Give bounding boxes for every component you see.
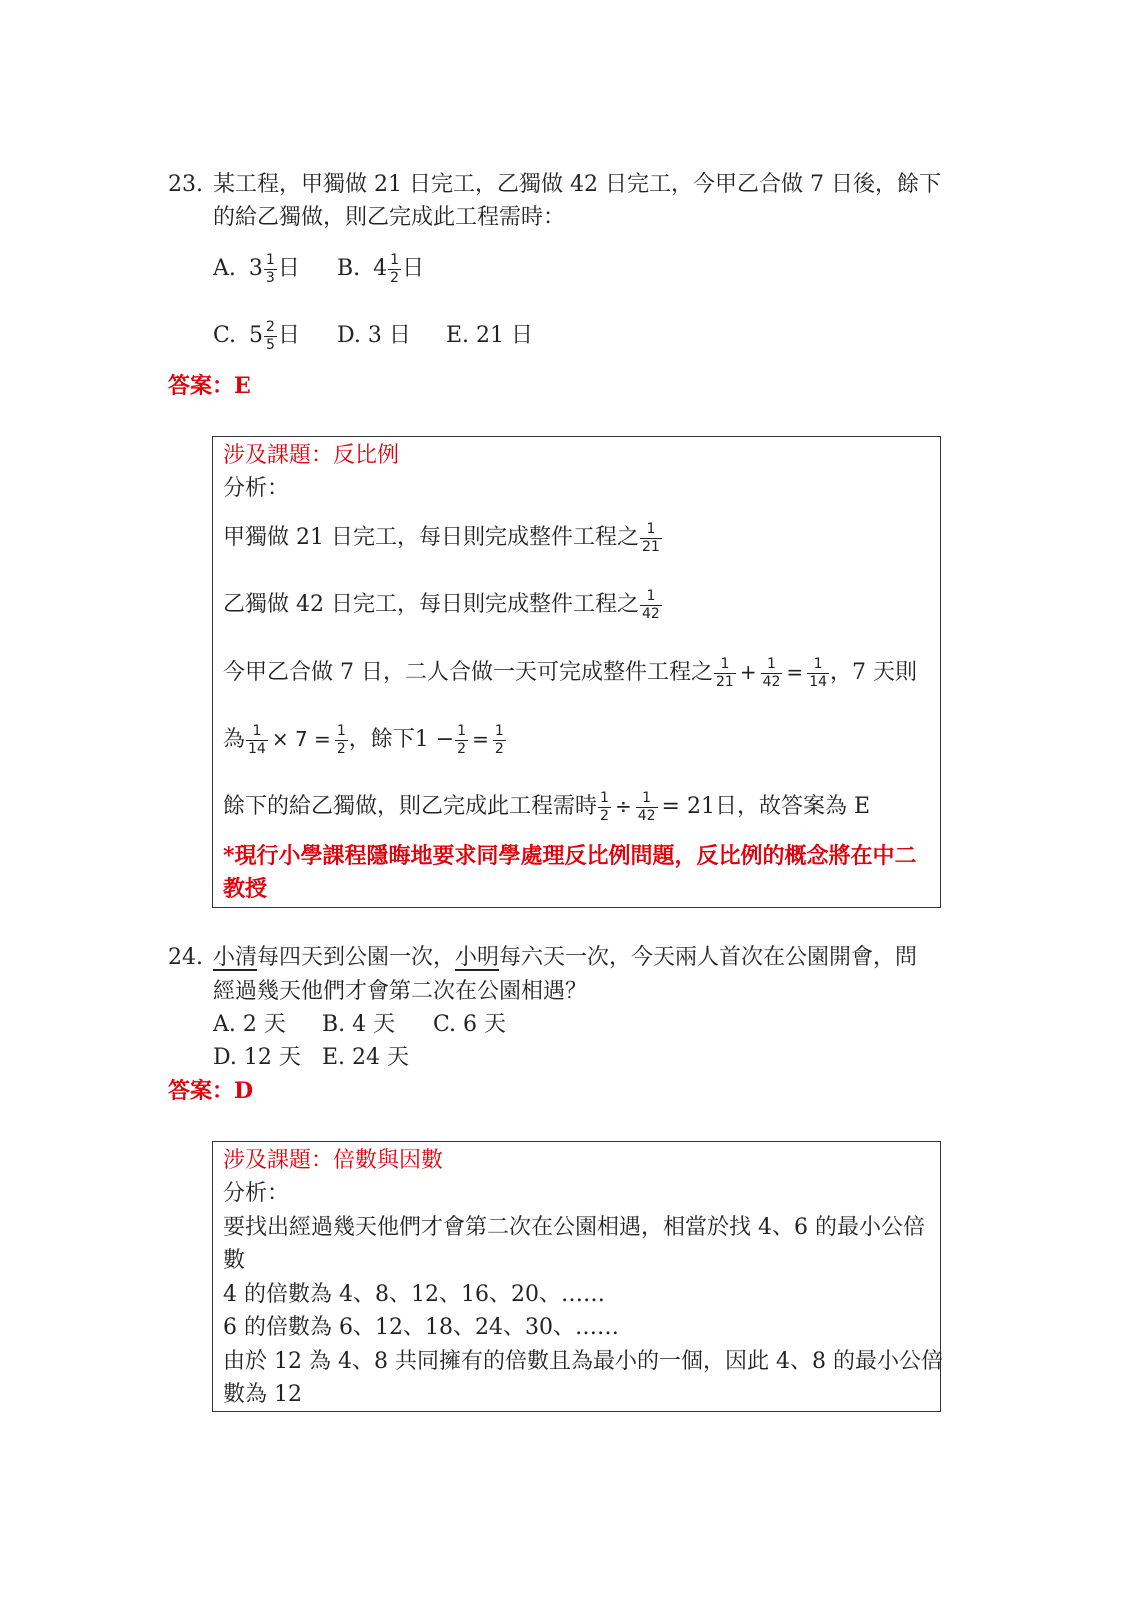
fraction: $\frac{1}{2}$ xyxy=(336,723,346,757)
q24-stem-line1: 小清每四天到公園一次，小明每六天一次，今天兩人首次在公園開會，問 xyxy=(213,945,918,970)
q24-option-c: C. 6 天 xyxy=(433,1012,507,1037)
q24-analysis-line6: 數為 12 xyxy=(223,1382,302,1407)
q24-number: 24. xyxy=(168,945,203,970)
q23-analysis-line3: 今甲乙合做 7 日，二人合做一天可完成整件工程之 $\frac{1}{21}$ + $\frac{1}{42}$ = $\frac{1}{14}$ ，7 天則 xyxy=(223,656,918,690)
q23-analysis-heading: 分析： xyxy=(223,476,290,501)
fraction: $\frac{1}{42}$ xyxy=(637,790,656,824)
q24-option-d: D. 12 天 xyxy=(213,1045,301,1070)
fraction: $\frac{1}{2}$ xyxy=(390,252,400,286)
q23-option-c: C. 5 $\frac{2}{5}$ 日 xyxy=(213,319,300,353)
q24-analysis-line1: 要找出經過幾天他們才會第二次在公園相遇，相當於找 4、6 的最小公倍 xyxy=(223,1215,925,1240)
q24-option-e: E. 24 天 xyxy=(322,1045,410,1070)
q23-answer: 答案：E xyxy=(168,373,251,399)
fraction: $\frac{1}{14}$ xyxy=(809,656,828,690)
q23-analysis-box xyxy=(212,436,941,908)
fraction: $\frac{1}{3}$ xyxy=(265,252,275,286)
q23-note-line2: 教授 xyxy=(223,876,268,902)
person-name: 小清 xyxy=(213,945,258,970)
q24-analysis-line3: 4 的倍數為 4、8、12、16、20、…… xyxy=(223,1282,605,1307)
q24-option-b: B. 4 天 xyxy=(322,1012,396,1037)
q24-analysis-heading: 分析： xyxy=(223,1181,290,1206)
fraction: $\frac{1}{2}$ xyxy=(600,790,609,824)
q23-analysis-line5: 餘下的給乙獨做，則乙完成此工程需時 $\frac{1}{2}$ ÷ $\frac{1}{42}$ = 21日，故答案為 E xyxy=(223,790,871,824)
fraction: $\frac{1}{42}$ xyxy=(762,656,781,690)
q24-stem-line2: 經過幾天他們才會第二次在公園相遇？ xyxy=(213,979,588,1004)
fraction: $\frac{1}{21}$ xyxy=(716,656,734,690)
q23-analysis-line1: 甲獨做 21 日完工，每日則完成整件工程之 $\frac{1}{21}$ xyxy=(223,521,660,555)
fraction: $\frac{1}{42}$ xyxy=(641,588,660,622)
q23-number: 23. xyxy=(168,172,203,197)
q23-stem-line1: 某工程，甲獨做 21 日完工，乙獨做 42 日完工，今甲乙合做 7 日後，餘下 xyxy=(213,172,941,197)
q23-option-a: A. 3 $\frac{1}{3}$ 日 xyxy=(213,252,300,286)
q23-option-b: B. 4 $\frac{1}{2}$ 日 xyxy=(337,252,425,286)
q23-topic: 涉及課題：反比例 xyxy=(223,443,400,468)
q23-option-e: E. 21 日 xyxy=(446,323,534,348)
q23-stem-line2: 的給乙獨做，則乙完成此工程需時： xyxy=(213,205,566,230)
q23-analysis-line2: 乙獨做 42 日完工，每日則完成整件工程之 $\frac{1}{42}$ xyxy=(223,588,660,622)
q24-analysis-line4: 6 的倍數為 6、12、18、24、30、…… xyxy=(223,1315,619,1340)
fraction: $\frac{1}{14}$ xyxy=(248,723,266,757)
q24-topic: 涉及課題：倍數與因數 xyxy=(223,1148,444,1173)
q24-option-a: A. 2 天 xyxy=(213,1012,286,1037)
fraction: $\frac{1}{2}$ xyxy=(494,723,504,757)
q24-analysis-line2: 數 xyxy=(223,1248,246,1273)
q23-analysis-line4: 為 $\frac{1}{14}$ × 7 = $\frac{1}{2}$ ，餘下1 − $\frac{1}{2}$ = $\frac{1}{2}$ xyxy=(223,723,504,757)
q24-analysis-box xyxy=(212,1141,941,1412)
q23-option-d: D. 3 日 xyxy=(337,323,411,348)
fraction: $\frac{1}{2}$ xyxy=(457,723,467,757)
person-name: 小明 xyxy=(455,945,500,970)
q24-analysis-line5: 由於 12 為 4、8 共同擁有的倍數且為最小的一個，因此 4、8 的最小公倍 xyxy=(223,1349,943,1374)
q24-answer: 答案：D xyxy=(168,1078,254,1104)
fraction: $\frac{1}{21}$ xyxy=(641,521,660,555)
fraction: $\frac{2}{5}$ xyxy=(266,319,275,353)
q23-note-line1: *現行小學課程隱晦地要求同學處理反比例問題，反比例的概念將在中二 xyxy=(223,843,917,869)
